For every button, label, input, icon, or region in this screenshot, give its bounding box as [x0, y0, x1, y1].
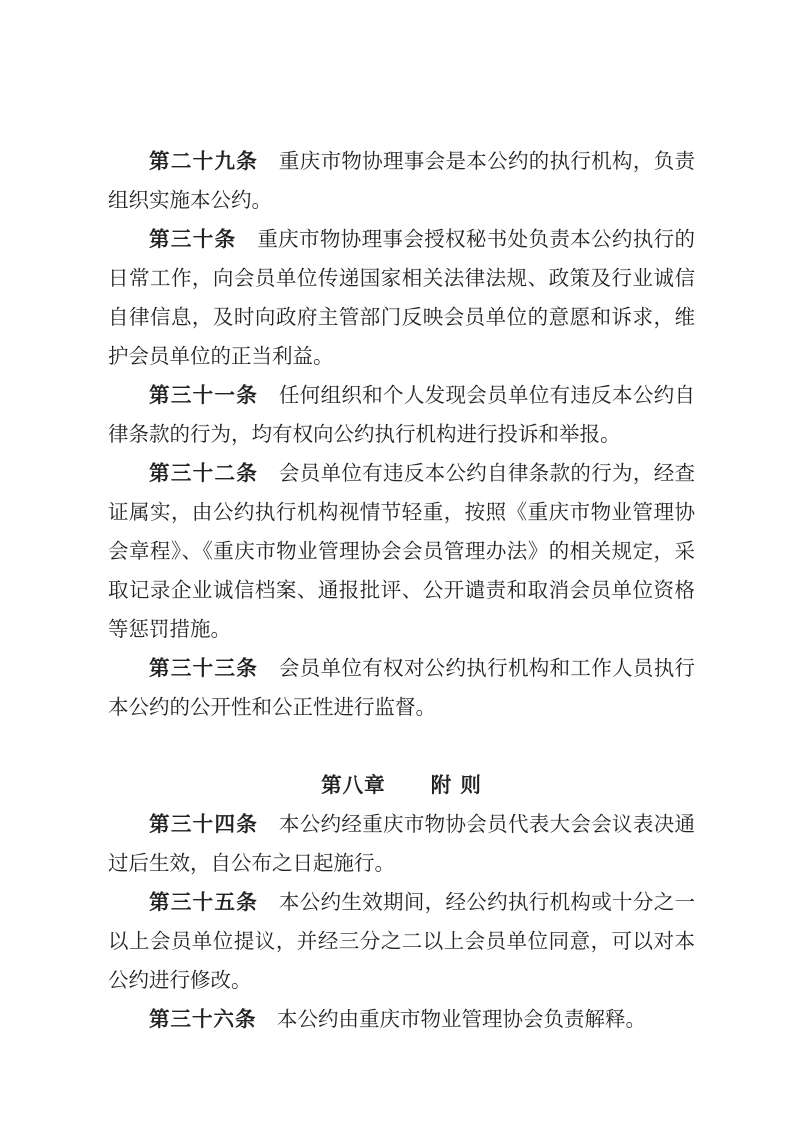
article-text: 本公约由重庆市物业管理协会负责解释。 [277, 1007, 646, 1031]
chapter-title: 附 则 [430, 773, 482, 797]
article-31 [108, 376, 695, 454]
article-label: 第二十九条 [149, 149, 259, 173]
article-text: 重庆市物协理事会授权秘书处负责本公约执行的日常工作，向会员单位传递国家相关法律法规、政策及行业诚信自律信息，及时向政府主管部门反映会员单位的意愿和诉求，维护会员单位的正当利益。 [108, 227, 696, 368]
article-34 [108, 805, 695, 883]
document-body [108, 142, 695, 1039]
chapter-number: 第八章 [321, 773, 386, 797]
article-text: 会员单位有权对公约执行机构和工作人员执行本公约的公开性和公正性进行监督。 [108, 656, 696, 719]
article-label: 第三十一条 [149, 383, 259, 407]
article-label: 第三十三条 [149, 656, 259, 680]
article-label: 第三十五条 [149, 890, 259, 914]
article-text: 会员单位有违反本公约自律条款的行为，经查证属实，由公约执行机构视情节轻重，按照《重庆市物业管理协会章程》、《重庆市物业管理协会会员管理办法》的相关规定，采取记录企业诚信档案、通报批评、公开谴责和取消会员单位资格等惩罚措施。 [108, 461, 696, 641]
article-label: 第三十条 [149, 227, 237, 251]
article-36 [108, 1000, 695, 1039]
chapter-heading [108, 766, 695, 805]
article-text: 本公约生效期间，经公约执行机构或十分之一以上会员单位提议，并经三分之二以上会员单位同意，可以对本公约进行修改。 [108, 890, 696, 992]
article-label: 第三十二条 [149, 461, 259, 485]
article-label: 第三十四条 [149, 812, 259, 836]
article-33 [108, 649, 695, 727]
article-30 [108, 220, 695, 376]
article-label: 第三十六条 [149, 1007, 257, 1031]
article-32 [108, 454, 695, 649]
article-29 [108, 142, 695, 220]
article-text: 本公约经重庆市物协会员代表大会会议表决通过后生效，自公布之日起施行。 [108, 812, 696, 875]
article-35 [108, 883, 695, 1000]
article-text: 重庆市物协理事会是本公约的执行机构，负责组织实施本公约。 [108, 149, 696, 212]
article-text: 任何组织和个人发现会员单位有违反本公约自律条款的行为，均有权向公约执行机构进行投诉和举报。 [108, 383, 696, 446]
